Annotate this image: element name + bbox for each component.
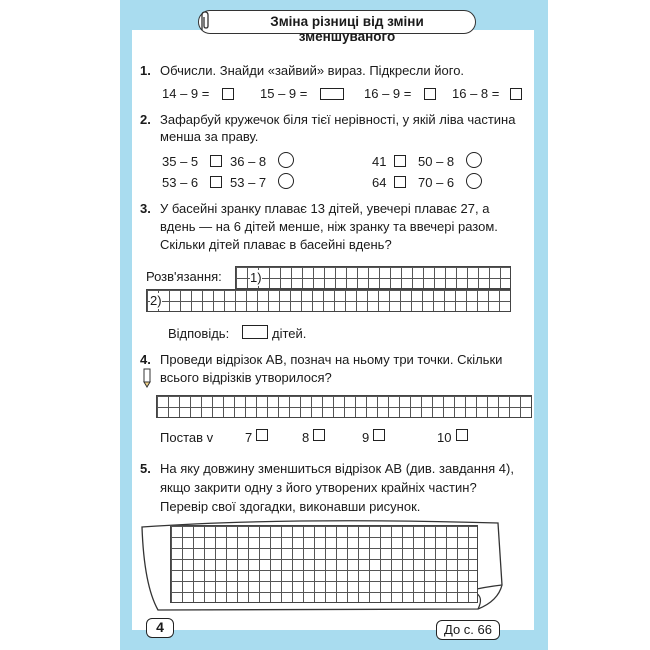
answer-circle[interactable] xyxy=(466,173,482,189)
compare-box[interactable] xyxy=(210,155,222,167)
step-2-label: 2) xyxy=(150,293,162,308)
inequality-left: 35 – 5 xyxy=(162,154,199,169)
task-1-text: Обчисли. Знайди «зайвий» вираз. Підкресли його. xyxy=(160,63,465,78)
option-label: 7 xyxy=(245,430,253,445)
task-5-number: 5. xyxy=(140,461,151,476)
answer-box[interactable] xyxy=(222,88,234,100)
expression: 16 – 8 = xyxy=(452,86,500,101)
page-title: Зміна різниці від зміни зменшуваного xyxy=(270,14,424,44)
paperclip-icon xyxy=(198,10,212,32)
answer-box[interactable] xyxy=(424,88,436,100)
task-2-text-line1: Зафарбуй кружечок біля тієї нерівності, у якій ліва частина xyxy=(160,112,516,127)
inequality-left: 64 xyxy=(372,175,387,190)
answer-unit: дітей. xyxy=(272,326,307,341)
page-reference: До с. 66 xyxy=(436,620,500,640)
solution-label: Розв'язання: xyxy=(146,269,222,284)
inequality-right: 50 – 8 xyxy=(418,154,455,169)
solution-grid-row2[interactable] xyxy=(146,289,511,312)
task-4-text-line2: всього відрізків утворилося? xyxy=(160,370,332,385)
compare-box[interactable] xyxy=(394,176,406,188)
answer-circle[interactable] xyxy=(278,173,294,189)
compare-box[interactable] xyxy=(394,155,406,167)
task-1-number: 1. xyxy=(140,63,151,78)
task-3-text-line2: вдень — на 6 дітей менше, ніж зранку та ввечері разом. xyxy=(160,219,498,234)
task-4-number: 4. xyxy=(140,352,151,367)
answer-box[interactable] xyxy=(242,325,268,339)
task-3-text-line1: У басейні зранку плаває 13 дітей, увечері плаває 27, а xyxy=(160,201,490,216)
option-box[interactable] xyxy=(456,429,468,441)
drawing-grid[interactable] xyxy=(156,395,532,418)
option-box[interactable] xyxy=(373,429,385,441)
task-5-text-line1: На яку довжину зменшиться відрізок AB (див. завдання 4), xyxy=(160,461,514,476)
step-1-label: 1) xyxy=(250,270,262,285)
option-box[interactable] xyxy=(313,429,325,441)
task-2-text-line2: менша за праву. xyxy=(160,129,259,144)
page-number: 4 xyxy=(146,618,174,638)
task-5-text-line3: Перевір свої здогадки, виконавши рисунок. xyxy=(160,499,421,514)
inequality-right: 70 – 6 xyxy=(418,175,455,190)
expression: 14 – 9 = xyxy=(162,86,210,101)
task-3-text-line3: Скільки дітей плаває в басейні вдень? xyxy=(160,237,392,252)
solution-grid-row1[interactable] xyxy=(235,266,511,289)
inequality-left: 53 – 6 xyxy=(162,175,199,190)
answer-box[interactable] xyxy=(510,88,522,100)
drawing-grid[interactable] xyxy=(170,525,478,603)
option-box[interactable] xyxy=(256,429,268,441)
expression: 16 – 9 = xyxy=(364,86,412,101)
expression: 15 – 9 = xyxy=(260,86,308,101)
compare-box[interactable] xyxy=(210,176,222,188)
task-3-number: 3. xyxy=(140,201,151,216)
option-label: 10 xyxy=(437,430,452,445)
answer-label: Відповідь: xyxy=(168,326,230,341)
option-label: 8 xyxy=(302,430,310,445)
answer-circle[interactable] xyxy=(278,152,294,168)
task-5-text-line2: якщо закрити одну з його утворених крайніх частин? xyxy=(160,480,477,495)
pencil-icon xyxy=(142,368,152,388)
option-label: 9 xyxy=(362,430,370,445)
inequality-right: 53 – 7 xyxy=(230,175,267,190)
inequality-left: 41 xyxy=(372,154,387,169)
task-2-number: 2. xyxy=(140,112,151,127)
answer-circle[interactable] xyxy=(466,152,482,168)
inequality-right: 36 – 8 xyxy=(230,154,267,169)
put-label: Постав v xyxy=(160,430,214,445)
task-4-text-line1: Проведи відрізок AB, познач на ньому три точки. Скільки xyxy=(160,352,503,367)
answer-box[interactable] xyxy=(320,88,344,100)
